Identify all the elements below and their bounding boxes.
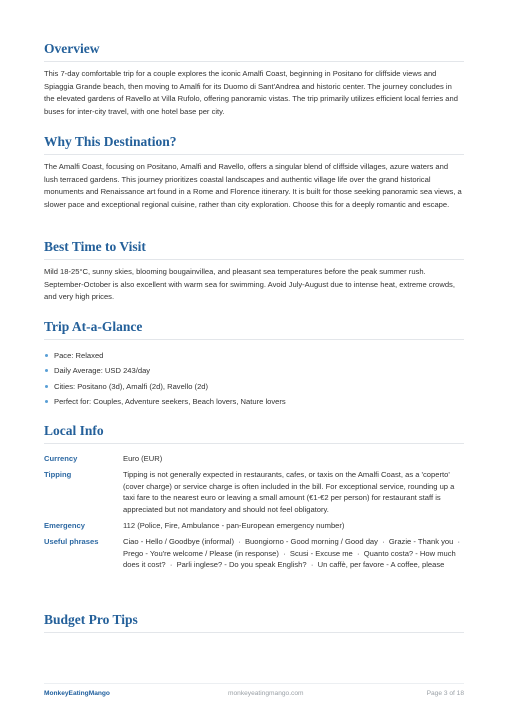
local-info-row-emergency (44, 520, 464, 532)
budget-pro-tips-section (44, 612, 464, 633)
bullet-icon (45, 354, 48, 357)
best-time-text: Mild 18-25°C, sunny skies, blooming bougainvillea, and pleasant sea temperatures before the peak summer rush. September-October is also excellent with warm sea for swimming. Avoid July-August due to intense heat, extreme crowds, and very high prices. (44, 267, 455, 302)
info-value: Euro (EUR) (123, 454, 163, 463)
glance-item-text: Daily Average: USD 243/day (54, 366, 151, 376)
local-info-row-tipping (44, 469, 464, 516)
best-time-section (44, 239, 464, 304)
section-divider (44, 154, 464, 155)
why-destination-text: The Amalfi Coast, focusing on Positano, Amalfi and Ravello, offers a singular blend of cliffside villages, azure waters and lush terraced gardens. This journey prioritizes coastal landscapes and authentic village life over the grand historical monuments and Renaissance art found in a Rome and Florence itinerary. It is built for those seeking panoramic sea views, a slower pace and exceptional regional cuisine, rather than city exploration. Choose this for a deeply romantic and escape. (44, 162, 462, 209)
local-info-table (44, 453, 464, 571)
section-divider (44, 443, 464, 444)
local-info-heading: Local Info (44, 423, 104, 438)
why-destination-heading: Why This Destination? (44, 134, 177, 149)
info-key: Tipping (44, 469, 72, 479)
local-info-section (44, 423, 464, 571)
glance-item-daily-average (44, 363, 464, 378)
footer-divider (44, 683, 464, 684)
local-info-row-useful-phrases (44, 536, 464, 571)
info-value: Ciao - Hello / Goodbye (informal) · Buongiorno - Good morning / Good day · Grazie - Thank you · Prego - You're welcome / Please (in response) · Scusi - Excuse me · Quanto costa? - How much does it cost? · Parli inglese? - Do you speak English? · Un caffè, per favore - A coffee, please (123, 536, 465, 570)
bullet-icon (45, 400, 48, 403)
bullet-icon (45, 385, 48, 388)
footer-url[interactable]: monkeyeatingmango.com (228, 690, 304, 697)
bullet-icon (45, 369, 48, 372)
overview-section (44, 41, 464, 118)
why-destination-section (44, 134, 464, 211)
page-number: Page 3 of 18 (426, 690, 464, 697)
glance-list (44, 348, 464, 409)
section-divider (44, 339, 464, 340)
overview-text: This 7-day comfortable trip for a couple explores the iconic Amalfi Coast, beginning in Positano for cliffside views and Spiaggia Grande beach, then moving to Amalfi for its Duomo di Sant'Andrea and historic center. The journey concludes in the elevated gardens of Ravello at Villa Rufolo, offering panoramic vistas. The trip primarily utilizes efficient local ferries and buses for inter-city travel, with one hotel base per city. (44, 69, 458, 116)
section-divider (44, 61, 464, 62)
glance-item-text: Pace: Relaxed (54, 351, 104, 360)
info-value: Tipping is not generally expected in restaurants, cafes, or taxis on the Amalfi Coast, as a 'coperto' (cover charge) or service charge is often included in the bill. For exceptional service, rounding up a taxi fare to the nearest euro or leaving a small amount (€1-€2 per person) for restaurant staff is appreciated but not mandatory and should not feel obligatory. (123, 469, 455, 515)
budget-pro-tips-heading: Budget Pro Tips (44, 612, 138, 627)
trip-at-a-glance-heading: Trip At-a-Glance (44, 319, 143, 334)
glance-item-cities (44, 379, 464, 394)
info-key: Currency (44, 454, 78, 463)
overview-heading: Overview (44, 41, 100, 56)
local-info-row-currency (44, 453, 464, 465)
page-footer (44, 687, 464, 701)
info-value: 112 (Police, Fire, Ambulance - pan-European emergency number) (123, 520, 345, 530)
section-divider (44, 632, 464, 633)
glance-item-pace (44, 348, 464, 363)
footer-brand: MonkeyEatingMango (44, 690, 110, 697)
section-divider (44, 259, 464, 260)
glance-item-text: Cities: Positano (3d), Amalfi (2d), Ravello (2d) (54, 381, 209, 391)
glance-item-text: Perfect for: Couples, Adventure seekers, Beach lovers, Nature lovers (54, 396, 286, 406)
trip-at-a-glance-section (44, 319, 464, 409)
info-key: Emergency (44, 520, 85, 530)
glance-item-perfect-for (44, 394, 464, 409)
info-key: Useful phrases (44, 536, 99, 546)
best-time-heading: Best Time to Visit (44, 239, 146, 254)
